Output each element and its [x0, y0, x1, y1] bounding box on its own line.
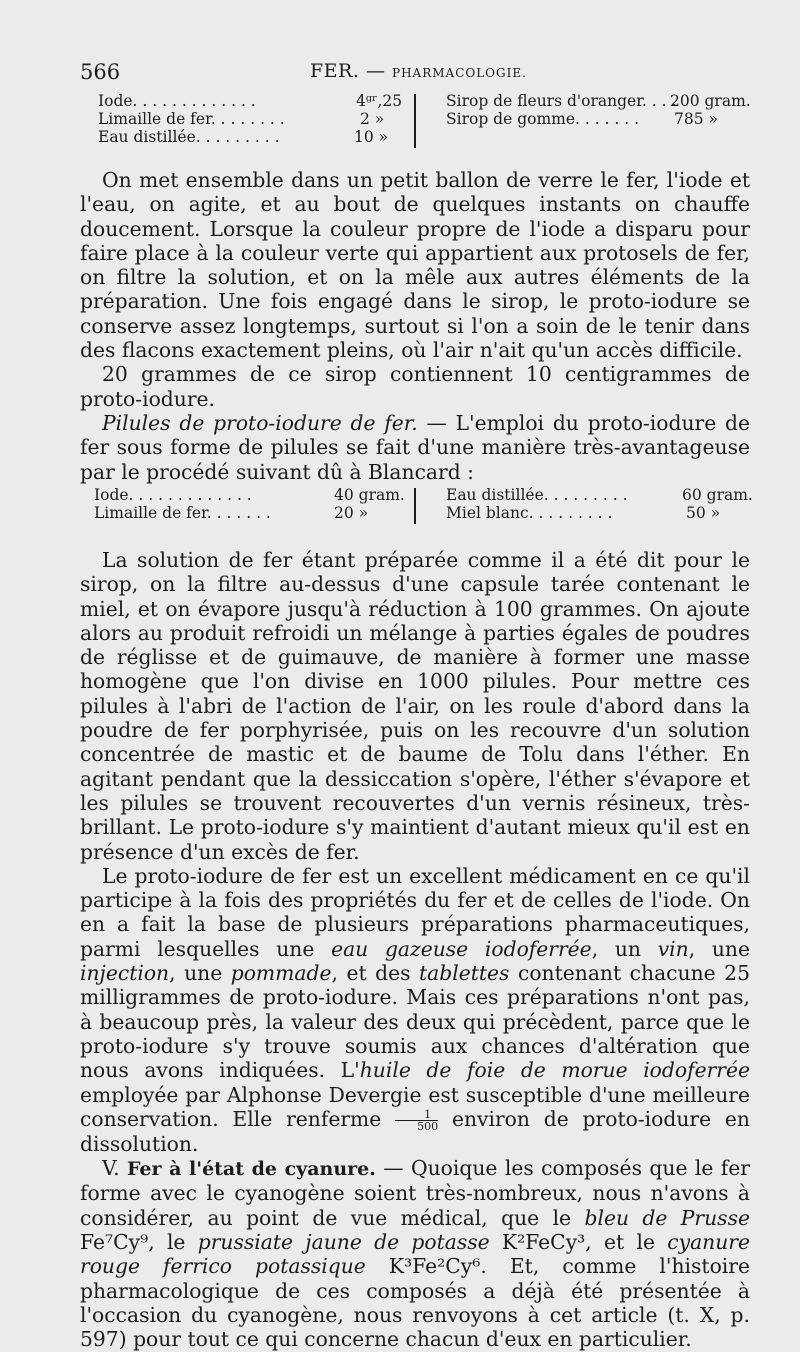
column-divider — [414, 94, 416, 148]
ingredient-quantity: 60 gram. — [682, 486, 753, 504]
ingredient-quantity: 10 » — [354, 128, 389, 146]
paragraph — [80, 411, 750, 484]
text-run: , et le — [585, 1230, 668, 1255]
text-run: , et des — [331, 961, 420, 986]
italic-term: pommade — [230, 961, 332, 986]
ingredient-quantity: 200 gram. — [670, 92, 751, 110]
paragraph: On met ensemble dans un petit ballon de verre le fer, l'iode et l'eau, on agite, et au bout de quelques instants on chauffe doucement. Lorsque la couleur propre de l'iode a disparu pour faire place à la couleur verte qui appartient aux protosels de fer, on filtre la solution, et on la mêle aux autres éléments de la préparation. Une fois engagé dans le sirop, le proto-iodure se conserve assez longtemps, surtout si l'on a soin de le tenir dans des flacons exactement pleins, où l'air n'ait qu'un accès difficile. — [80, 168, 750, 363]
ingredient-name: Limaille de fer. . . . . . . . — [98, 110, 285, 128]
italic-term: eau gazeuse iodoferrée — [331, 936, 592, 961]
chemical-formula: Fe⁷Cy⁹ — [80, 1230, 149, 1255]
ingredient-name: Limaille de fer. . . . . . . — [94, 504, 271, 522]
running-title — [310, 60, 527, 82]
recipe-column-left — [94, 486, 404, 522]
paragraph: La solution de fer étant préparée comme il a été dit pour le sirop, on la filtre au-dessus d'une capsule tarée contenant le miel, et on évapore jusqu'à réduction à 100 grammes. On ajoute alors au produit refroidi un mélange à parties égales de poudres de réglisse et de guimauve, de manière à former une masse homogène que l'on divise en 1000 pilules. Pour mettre ces pilules à l'abri de l'action de l'air, on les roule d'abord dans la poudre de fer porphyrisée, puis on les recouvre d'un solution concentrée de mastic et de baume de Tolu dans l'éther. En agitant pendant que la dessiccation s'opère, l'éther s'évapore et les pilules se trouvent recouvertes d'un vernis résineux, très-brillant. Le proto-iodure s'y maintient d'autant mieux qu'il est en présence d'un excès de fer. — [80, 548, 750, 864]
running-header — [80, 60, 750, 86]
recipe-row — [446, 504, 752, 522]
ingredient-quantity: 50 » — [686, 504, 721, 522]
ingredient-quantity: 40 gram. — [334, 486, 405, 504]
fraction-denominator: 500 — [417, 1119, 439, 1133]
text-run: — Quoique les composés que le fer forme avec le cyanogène soient très-nombreux, nous n'avons à considérer, au point de vue médical, que le — [80, 1156, 750, 1230]
text-run: Le proto-iodure de fer est un excellent médicament en ce qu'il participe à la fois des propriétés du fer et de celles de l'iode. On en a fait la base de plusieurs préparations pharmaceutiques, parmi lesquelles une — [80, 863, 750, 961]
recipe-row — [94, 504, 404, 522]
ingredient-quantity: 785 » — [674, 110, 718, 128]
running-title-sub: PHARMACOLOGIE. — [392, 66, 527, 80]
ingredient-name: Eau distillée. . . . . . . . . — [446, 486, 628, 504]
recipe-row — [94, 486, 404, 504]
paragraph — [80, 864, 750, 1156]
body-text — [80, 168, 750, 484]
recipe-row — [98, 92, 408, 110]
fraction-numerator: 1 — [395, 1109, 438, 1121]
text-run: , une — [169, 961, 231, 986]
text-run: . Et, comme l'histoire pharmacologique de ces composés a déjà été présentée à l'occasion du cyanogène, nous renvoyons à cet article (t. X, p. 597) pour tout ce qui concerne chacun d'eux en particulier. — [80, 1254, 750, 1352]
italic-term: injection — [80, 961, 170, 986]
text-run: , le — [148, 1230, 198, 1255]
recipe-row — [446, 486, 752, 504]
section-number: V. — [102, 1156, 120, 1181]
ingredient-quantity: 20 » — [334, 504, 369, 522]
running-title-main: FER. — [310, 60, 360, 82]
fraction — [395, 1109, 438, 1132]
recipe-column-right — [446, 486, 752, 522]
italic-term: vin — [657, 936, 689, 961]
ingredient-quantity: 2 » — [360, 110, 385, 128]
italic-term: huile de foie de morue iodoferrée — [359, 1058, 750, 1083]
text-run: , une — [688, 936, 750, 961]
section-heading-italic: Pilules de proto-iodure de fer. — [102, 410, 418, 435]
recipe-table-syrup — [80, 92, 752, 148]
page-number: 566 — [80, 60, 121, 84]
text-run: employée par Alphonse Devergie est susceptible d'une meilleure conservation. Elle renferme — [80, 1082, 750, 1131]
text-run: contenant chacune 25 milligrammes de proto-iodure. Mais ces préparations n'ont pas, à beaucoup près, la valeur des deux qui précèdent, parce que le proto-iodure s'y trouve soumis aux chances d'altération que nous avons indiquées. L' — [80, 961, 750, 1083]
recipe-column-left — [98, 92, 408, 146]
ingredient-name: Iode. . . . . . . . . . . . . — [98, 92, 256, 110]
ingredient-name: Iode. . . . . . . . . . . . . — [94, 486, 252, 504]
column-divider — [414, 488, 416, 524]
chemical-formula: K²FeCy³ — [489, 1230, 586, 1255]
italic-term: cyanure rouge ferrico potassique — [80, 1230, 750, 1279]
paragraph: 20 grammes de ce sirop contiennent 10 centigrammes de proto-iodure. — [80, 362, 750, 411]
ingredient-name: Miel blanc. . . . . . . . . — [446, 504, 613, 522]
ingredient-name: Eau distillée. . . . . . . . . — [98, 128, 280, 146]
paragraph-text: — L'emploi du proto-iodure de fer sous forme de pilules se fait d'une manière très-avantageuse par le procédé suivant dû à Blancard : — [80, 410, 750, 484]
ingredient-name: Sirop de fleurs d'oranger. . . . — [446, 92, 677, 110]
recipe-row — [446, 110, 752, 128]
ingredient-quantity: 4ᵍʳ,25 — [356, 92, 403, 110]
body-text-continued — [80, 548, 750, 1352]
ingredient-name: Sirop de gomme. . . . . . . — [446, 110, 640, 128]
recipe-row — [446, 92, 752, 110]
italic-term: bleu de Prusse — [584, 1205, 750, 1230]
section-heading: Fer à l'état de cyanure. — [126, 1158, 376, 1181]
running-title-sep: — — [365, 60, 386, 82]
paragraph — [80, 1156, 750, 1351]
italic-term: tablettes — [419, 961, 510, 986]
text-run: , un — [591, 936, 658, 961]
recipe-column-right — [446, 92, 752, 128]
italic-term: prussiate jaune de potasse — [197, 1230, 490, 1255]
recipe-row — [98, 128, 408, 146]
recipe-row — [98, 110, 408, 128]
recipe-table-pills — [80, 486, 752, 524]
text-run: environ de proto-iodure en dissolution. — [80, 1106, 750, 1156]
chemical-formula: K³Fe²Cy⁶ — [365, 1254, 481, 1279]
